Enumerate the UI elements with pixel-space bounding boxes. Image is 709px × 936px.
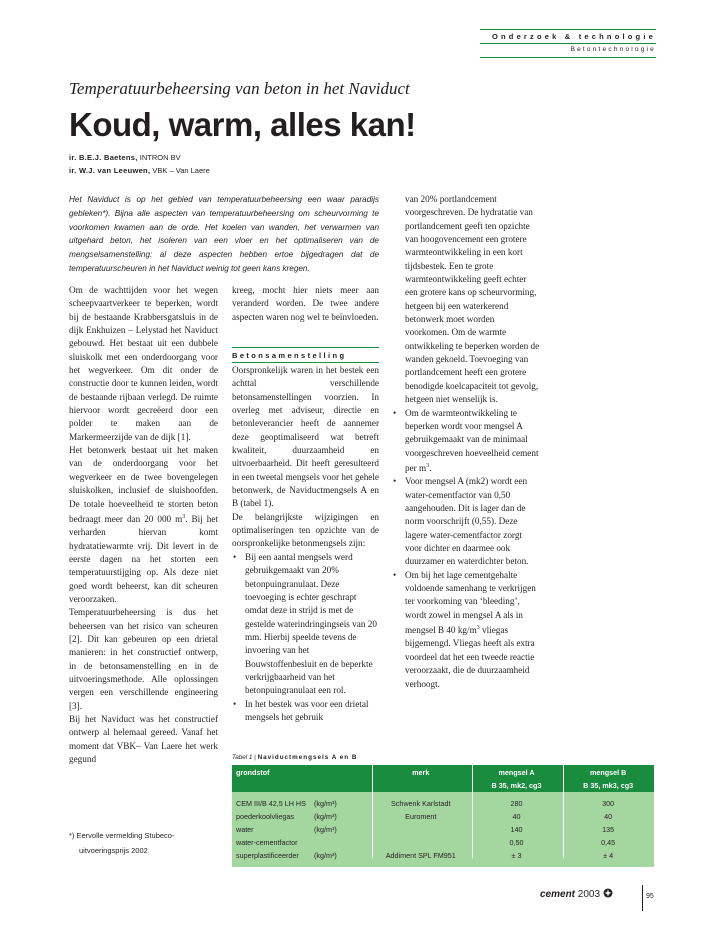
page-number: 95 [646, 893, 654, 900]
cement-logo-icon [603, 888, 613, 898]
paragraph: Bij het Naviduct was het constructief ontwerp al helemaal gereed. Vanaf het moment dat VBK– Van Laere het werk gegund [69, 714, 218, 765]
header-rule-middle [480, 43, 656, 44]
table-header-row: grondstof merk mengsel A mengsel B [232, 765, 654, 779]
footnote: *) Eervolle vermelding Stubeco- uitvoeringsprijs 2002 [69, 831, 175, 855]
article-title: Koud, warm, alles kan! [69, 106, 416, 143]
header-rule-bottom [480, 57, 656, 58]
article-intro: Het Naviduct is op het gebied van temperatuurbeheersing een waar paradijs gebleken*). Bijna alle aspecten van temperatuurbeheersing om scheurvorming te voorkomen kwamen aan de orde. Het koelen van wanden, het verwarmen van uitgehard beton, het isoleren van een vloer en het optimaliseren van de mengselsamenstelling: al deze aspecten hebben ertoe bijgedragen dat de temperatuurscheuren in het Naviduct weinig tot geen kans kregen. [69, 195, 379, 273]
table-row: superplastificeerder (kg/m³) Addiment SPL FM951 ± 3 ± 4 [232, 849, 654, 862]
author-name: ir. B.E.J. Baetens, [69, 153, 138, 162]
subsection-label: Betontechnologie [570, 46, 656, 53]
table-divider [563, 765, 564, 858]
author-org: INTRON BV [139, 153, 181, 162]
list-item: • Om de warmteontwikkeling te beperken wordt voor mengsel A gebruikgemaakt van de minimaal voorgeschreven hoeveelheid cement per $m^3$. [392, 407, 540, 476]
section-heading: Betonsamenstelling [232, 351, 347, 360]
body-column-2-cont [232, 364, 379, 724]
article-subtitle: Temperatuurbeheersing van beton in het Naviduct [69, 79, 410, 98]
section-label: Onderzoek & technologie [491, 32, 656, 41]
mix-table [232, 765, 654, 867]
table-subheader-row: B 35, mk2, cg3 B 35, mk3, cg3 [232, 779, 654, 792]
table-spacer [232, 862, 654, 867]
paragraph: De belangrijkste wijzigingen en optimaliseringen ten opzichte van de oorspronkelijke betonmengsels zijn: [232, 511, 379, 549]
paragraph: Oorspronkelijk waren in het bestek een achttal verschillende betonsamenstellingen voorzien. In overleg met adviseur, directie en betonleverancier heeft de aannemer deze geoptimaliseerd wat betreft kwaliteit, duurzaamheid en uitvoerbaarheid. Dit heeft geresulteerd in een tweetal mengsels voor het gehele betonwerk, de Naviductmengsels A en B (tabel 1). [232, 365, 379, 509]
body-column-3 [403, 193, 540, 691]
paragraph: Om de wachttijden voor het wegen scheepvaartverkeer te beperken, wordt bij de bestaande Krabbersgatsluis in de dijk Enkhuizen – Lelystad het Naviduct gebouwd. Het bestaat uit een dubbele sluiskolk met een onderdoorgang voor het wegverkeer. Om dit onder de constructie door te kunnen leiden, wordt de bestaande rijbaan verlegd. De ruimte hiervoor wordt gecreëerd door een polder te maken aan de Markermeerzijde van de dijk [1]. [69, 285, 218, 442]
paragraph: Het betonwerk bestaat uit het maken van de onderdoorgang voor het wegverkeer en de twee bovengelegen sluiskolken, inclusief de sluishoofden. De totale hoeveelheid te storten beton bedraagt meer dan 20 000 $m^3$. Bij het verharden hiervan komt hydratatiewarmte vrij. Dit levert in de eerste dagen na het storten een temperatuurstijging op. Als deze niet goed wordt beheerst, kan dit scheuren veroorzaken. [69, 445, 218, 604]
list-item: • Om bij het lage cementgehalte voldoende samenhang te verkrijgen ter voorkoming van ‘bleeding’, wordt zowel in mengsel A als in mengsel B 40 $kg/m^3$ vliegas bijgemengd. Vliegas heeft als extra voordeel dat het een tweede reactie veroorzaakt, die de duurzaamheid verhoogt. [392, 569, 540, 691]
author-org: VBK – Van Laere [152, 166, 210, 175]
table-caption: Tabel 1 | Naviductmengsels A en B [232, 754, 358, 761]
footer-brand: cement 2003 [540, 888, 650, 900]
paragraph: Temperatuurbeheersing is dus het beheersen van het risico van scheuren [2]. Dit kan gebeuren op een drietal manieren: in het constructief ontwerp, in de betonsamenstelling en in de uitvoeringsmethode. Alle oplossingen vergen een verschillende engineering [3]. [69, 607, 218, 711]
paragraph: kreeg, mocht hier niets meer aan veranderd worden. De twee andere aspecten waren nog wel te beïnvloeden. [232, 285, 379, 322]
table-row: water-cementfactor 0,50 0,45 [232, 836, 654, 849]
table-divider [472, 765, 473, 858]
body-column-1 [69, 284, 218, 766]
author-name: ir. W.J. van Leeuwen, [69, 166, 151, 175]
author-line [69, 153, 469, 162]
header-rule-top [480, 29, 656, 30]
table-row: poederkoolvliegas (kg/m³) Euroment 40 40 [232, 810, 654, 823]
list-item: • Voor mengsel A (mk2) wordt een water-cementfactor van 0,50 aangehouden. Dit is lager dan de norm voorschrijft (0,55). Deze lagere water-cementfactor zorgt voor dichter en daarmee ook duurzamer en waterdichter beton. [392, 475, 540, 568]
section-heading-rule [232, 347, 379, 348]
table-row: water (kg/m³) 140 135 [232, 823, 654, 836]
body-column-2 [232, 284, 379, 324]
list-item: • In het bestek was voor een drietal mengsels het gebruik [232, 698, 379, 725]
list-item: • Bij een aantal mengsels werd gebruikgemaakt van 20% betonpuingranulaat. Deze toevoeging is echter geschrapt omdat deze in strijd is met de gestelde waterindringingseis van 20 mm. Hierbij speelde tevens de invoering van het Bouwstoffenbesluit en de beperkte verkrijgbaarheid van het betonpuingranulaat een rol. [232, 551, 379, 698]
section-heading-rule [232, 362, 379, 363]
paragraph: van 20% portlandcement voorgeschreven. De hydratatie van portlandcement geeft ten opzichte van hoogovencement een grotere warmteontwikkeling in een kort tijdsbestek. Een te grote warmteontwikkeling geeft echter een grotere kans op scheurvorming, hetgeen bij een waterkerend betonwerk moet worden voorkomen. Om de warmte ontwikkeling te beperken worden de wanden gekoeld. Toevoeging van portlandcement heeft een grotere benodigde koelcapaciteit tot gevolg, hetgeen niet wenselijk is. [405, 194, 540, 405]
table-row: CEM III/B 42,5 LH HS (kg/m³) Schwenk Karlstadt 280 300 [232, 797, 654, 810]
footer-divider [642, 885, 643, 911]
author-line [69, 166, 469, 175]
bullet-list [392, 407, 540, 691]
bullet-list [232, 551, 379, 724]
table-divider [372, 765, 373, 858]
